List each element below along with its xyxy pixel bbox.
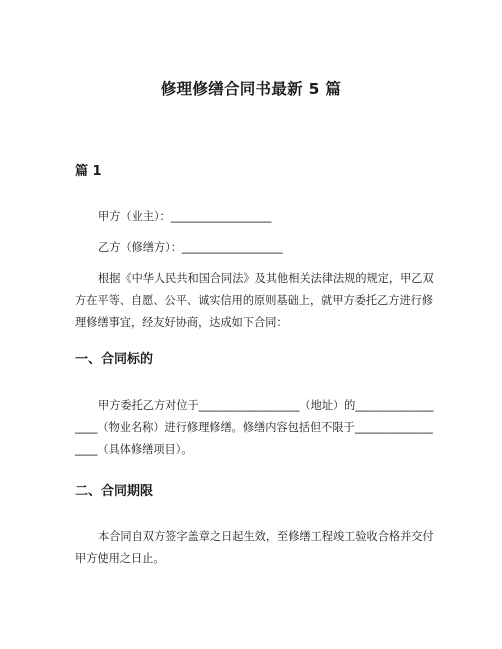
preamble-paragraph: 根据《中华人民共和国合同法》及其他相关法律法规的规定，甲乙双方在平等、自愿、公平、诚实信用的原则基础上，就甲方委托乙方进行修理修缮事宜，经友好协商，达成如下合同：	[75, 272, 434, 329]
section-title: 篇 1	[75, 164, 102, 179]
party-a-line: 甲方（业主）：__________________	[98, 210, 272, 223]
clause-2-heading: 二、合同期限	[75, 484, 154, 499]
clause-1-heading: 一、合同标的	[75, 352, 154, 367]
clause-2-body: 本合同自双方签字盖章之日起生效，至修缮工程竣工验收合格并交付甲方使用之日止。	[75, 530, 434, 565]
clause-1-body: 甲方委托乙方对位于__________________（地址）的__________________（物业名称）进行修理修缮。修缮内容包括但不限于__________________（具体修缮项目）。	[75, 399, 434, 456]
document-title: 修理修缮合同书最新 5 篇	[160, 80, 342, 98]
party-b-line: 乙方（修缮方）：__________________	[98, 241, 283, 254]
